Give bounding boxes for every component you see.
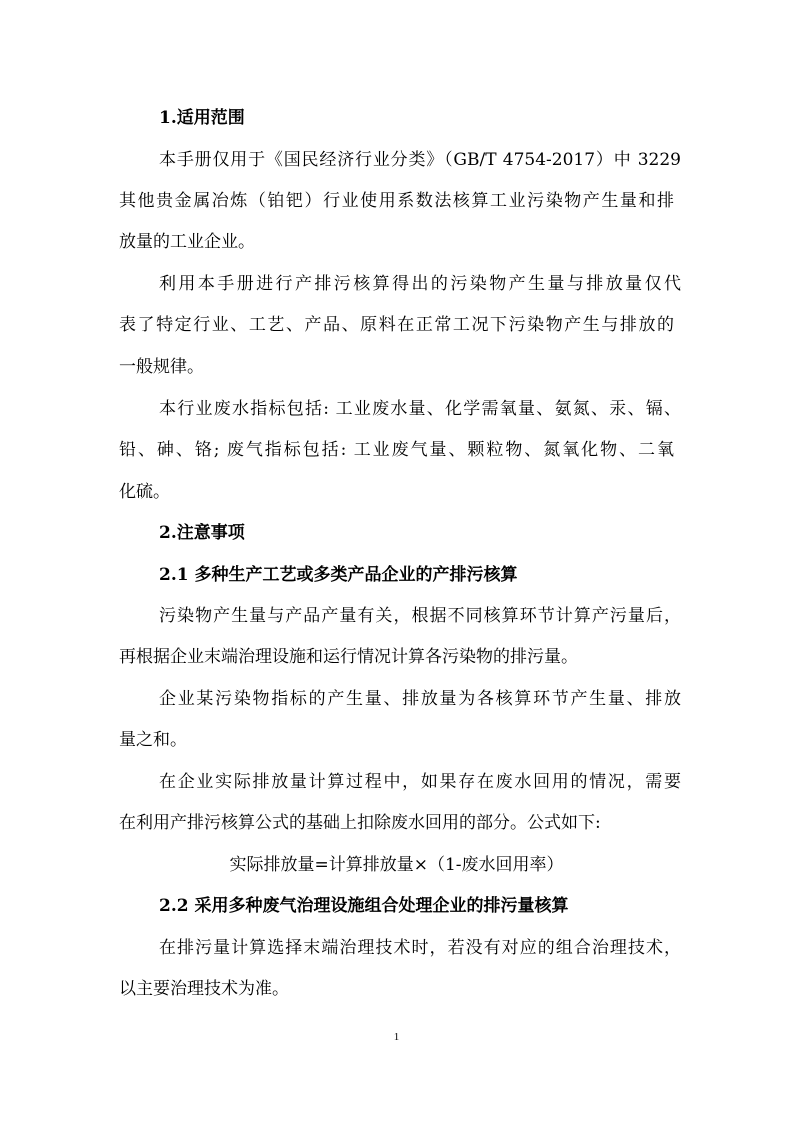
- paragraph-line: 利用本手册进行产排污核算得出的污染物产生量与排放量仅代: [159, 274, 681, 294]
- paragraph-line: 放量的工业企业。: [119, 232, 255, 252]
- paragraph-line: 在利用产排污核算公式的基础上扣除废水回用的部分。公式如下:: [119, 813, 601, 833]
- subsection-heading-combined-treatment: 2.2 采用多种废气治理设施组合处理企业的排污量核算: [159, 896, 569, 916]
- formula: 实际排放量=计算排放量×（1-废水回用率）: [229, 855, 564, 875]
- subsection-heading-multi-process: 2.1 多种生产工艺或多类产品企业的产排污核算: [159, 565, 518, 585]
- paragraph-line: 在排污量计算选择末端治理技术时，若没有对应的组合治理技术，: [159, 938, 681, 958]
- paragraph-line: 以主要治理技术为准。: [119, 979, 289, 999]
- paragraph-line: 化硫。: [119, 482, 170, 502]
- paragraph-line: 铅、砷、铬; 废气指标包括: 工业废气量、颗粒物、氮氧化物、二氧: [119, 440, 674, 460]
- paragraph-line: 在企业实际排放量计算过程中，如果存在废水回用的情况，需要: [159, 772, 681, 792]
- paragraph-line: 再根据企业末端治理设施和运行情况计算各污染物的排污量。: [119, 647, 578, 667]
- section-heading-notes: 2.注意事项: [159, 523, 245, 543]
- paragraph-line: 一般规律。: [119, 357, 204, 377]
- paragraph-line: 其他贵金属冶炼（铂钯）行业使用系数法核算工业污染物产生量和排: [119, 191, 674, 211]
- section-heading-scope: 1.适用范围: [159, 108, 245, 128]
- page-number: 1: [393, 1031, 400, 1043]
- paragraph-line: 本行业废水指标包括: 工业废水量、化学需氧量、氨氮、汞、镉、: [159, 399, 681, 419]
- paragraph-line: 本手册仅用于《国民经济行业分类》（GB/T 4754-2017）中 3229: [159, 150, 681, 170]
- paragraph-line: 量之和。: [119, 730, 187, 750]
- paragraph-line: 污染物产生量与产品产量有关，根据不同核算环节计算产污量后，: [159, 606, 681, 626]
- paragraph-line: 表了特定行业、工艺、产品、原料在正常工况下污染物产生与排放的: [119, 315, 674, 335]
- paragraph-line: 企业某污染物指标的产生量、排放量为各核算环节产生量、排放: [159, 689, 681, 709]
